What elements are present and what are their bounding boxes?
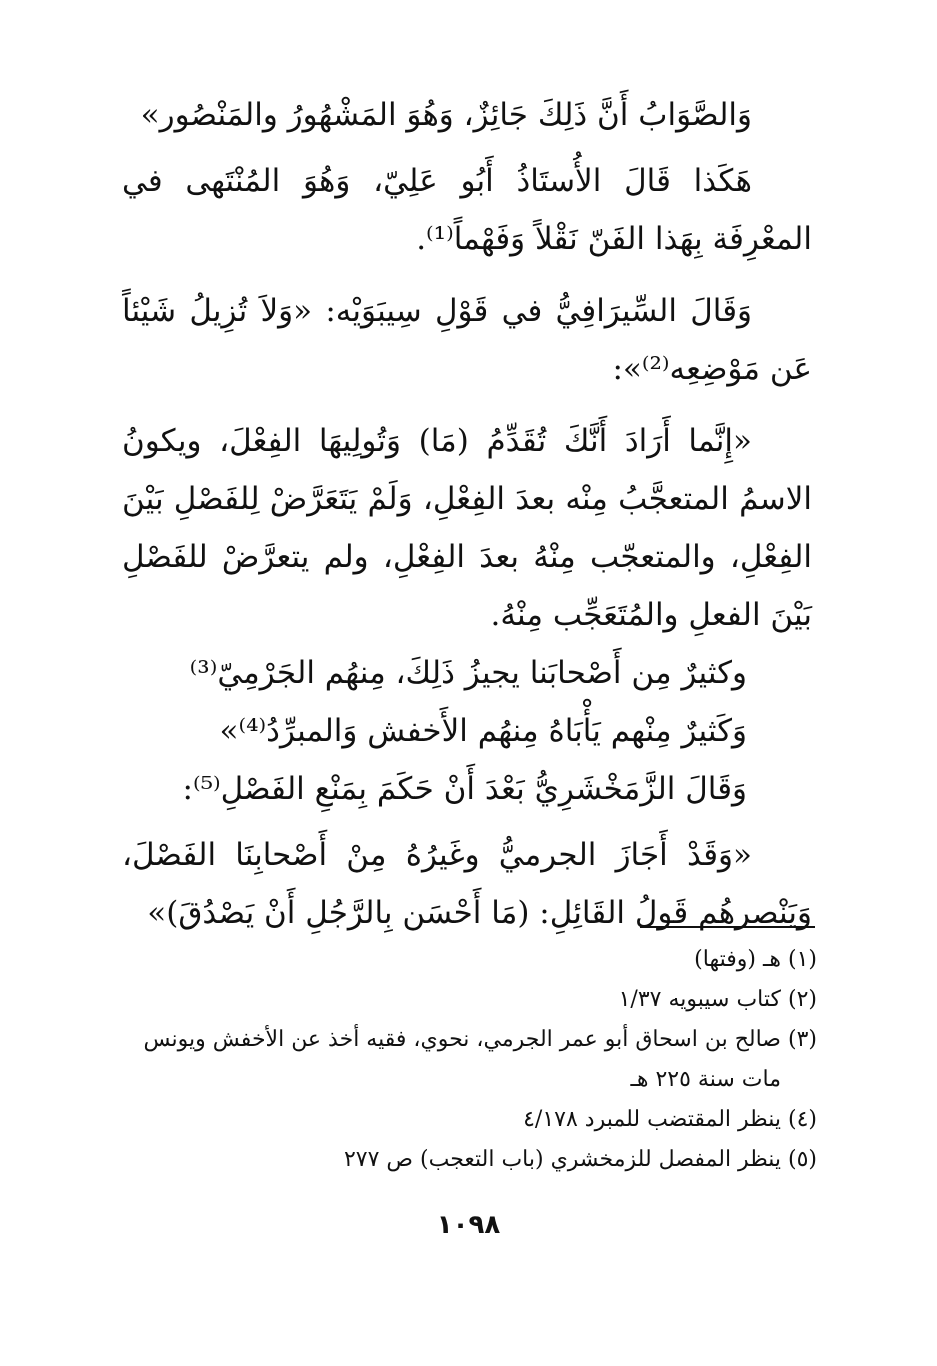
footnote-1 — [117, 940, 817, 980]
footnote-number: (٣) — [787, 1027, 817, 1052]
footnote-number: (٤) — [787, 1107, 817, 1132]
footnote-text: ينظر المفصل للزمخشري (باب التعجب) ص ٢٧٧ — [343, 1147, 781, 1172]
main-text — [122, 86, 812, 942]
paragraph-3: وَقَالَ السِّيرَافِيُّ في قَوْلِ سِيبَوَيْه: «وَلاَ تُزِيلُ شَيْئاً عَن مَوْضِعِه⁽²⁾»: — [122, 293, 812, 387]
footnote-text: كتاب سيبويه ١/٣٧ — [618, 987, 781, 1012]
paragraph-1: وَالصَّوَابُ أَنَّ ذَلِكَ جَائِزٌ، وَهُوَ المَشْهُورُ والمَنْصُور» — [140, 97, 752, 133]
paragraph-5: وكثيرٌ مِن أَصْحابَنا يجيزُ ذَلِكَ، مِنهُم الجَرْمِيّ⁽³⁾ — [189, 655, 747, 691]
footnote-divider — [640, 926, 815, 928]
footnote-text: ينظر المقتضب للمبرد ٤/١٧٨ — [523, 1107, 781, 1132]
footnote-5 — [117, 1140, 817, 1180]
page-number: ١٠٩٨ — [436, 1210, 501, 1240]
footnote-number: (٥) — [787, 1147, 817, 1172]
footnote-4 — [117, 1100, 817, 1140]
paragraph-8: «وَقَدْ أَجَازَ الجرميُّ وغَيرُهُ مِنْ أَصْحابِنَا الفَصْلَ، وَيَنْصرهُم قَولُ القَائِلِ: (مَا أَحْسَن بِالرَّجُلِ أَنْ يَصْدُقَ)» — [122, 837, 812, 931]
footnote-3 — [117, 1020, 817, 1100]
footnotes — [117, 940, 817, 1180]
footnote-text: صالح بن اسحاق أبو عمر الجرمي، نحوي، فقيه أخذ عن الأخفش ويونس مات سنة ٢٢٥ هـ — [143, 1027, 781, 1092]
paragraph-2: هَكَذا قَالَ الأُستَاذُ أَبُو عَلِيّ، وَهُوَ المُنْتَهى في المعْرِفَة بِهَذا الفَنّ نَقْلاً وَفَهْماً⁽¹⁾. — [122, 163, 812, 257]
footnote-text: هـ (وفتها) — [694, 947, 781, 972]
footnote-2 — [117, 980, 817, 1020]
footnote-number: (١) — [787, 947, 817, 972]
paragraph-4: «إِنَّما أَرَادَ أَنَّكَ تُقَدِّمُ (مَا) وَتُولِيهَا الفِعْلَ، ويكونُ الاسمُ المتعجَّبُ مِنْه بعدَ الفِعْلِ، وَلَمْ يَتَعَرَّضْ لِلفَصْلِ بَيْنَ الفِعْلِ، والمتعجّب مِنْهُ بعدَ الفِعْلِ، ولم يتعرَّضْ للفَصْلِ بَيْنَ الفعلِ والمُتَعَجِّب مِنْهُ. — [122, 423, 812, 633]
paragraph-6: وَكَثيرٌ مِنْهم يَأْبَاهُ مِنهُم الأَخفش وَالمبرِّدُ⁽⁴⁾» — [219, 713, 747, 749]
paragraph-7: وَقَالَ الزَّمَخْشَرِيُّ بَعْدَ أَنْ حَكَمَ بِمَنْعِ الفَصْلِ⁽⁵⁾: — [182, 771, 747, 807]
footnote-number: (٢) — [787, 987, 817, 1012]
